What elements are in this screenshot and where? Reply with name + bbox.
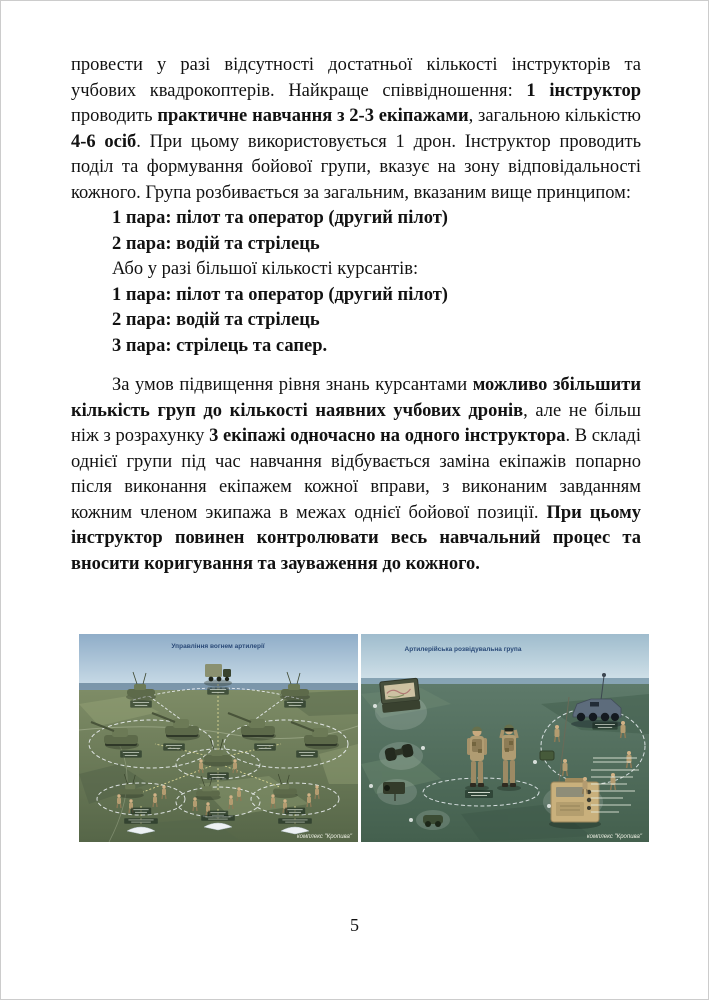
text-run: , але не більш ніж з розрахунку [71, 400, 641, 446]
text-run: , загальною кількістю [468, 106, 641, 126]
figure-right-title: Артилерійська розвідувальна група [404, 646, 522, 653]
list-item: 1 пара: пілот та оператор (другий пілот) [112, 284, 448, 305]
equipment-pouch-icon [540, 751, 554, 760]
text-run: провести у разі відсутності достатньої кількості інструкторів та учбових квадрокоптерів. Найкраще співвідношення: [71, 55, 641, 101]
text-run-bold: 4-6 осіб [71, 131, 137, 152]
text-run-bold: 3 екіпажі одночасно на одного інструктора [209, 426, 566, 446]
text-run: . В складі однієї групи під час навчання відбувається заміна екіпажів попарно після виконання екіпажем кожної вправи, з виконаним завданням кожним членом экипажа в межах однієї бойової позиції. [71, 426, 641, 523]
text-run: За умов підвищення рівня знань курсантами [112, 375, 473, 395]
crew-pairs-list [71, 206, 641, 359]
paragraph-2 [71, 373, 641, 577]
figure-left-image [79, 634, 358, 842]
text-run-bold: 1 інструктор [526, 80, 641, 101]
list-item: 2 пара: водій та стрілець [112, 233, 320, 254]
figure-right-image [361, 634, 649, 842]
paragraph-1 [71, 53, 641, 206]
figure-right [361, 634, 649, 843]
text-run: . При цьому використовується 1 дрон. Інструктор проводить поділ та формування бойової групи, вказує на зону відповідальності кожного. Група розбивається за загальним, вказаним вище принципом: [71, 131, 642, 203]
figure-left-title: Управління вогнем артилерії [171, 643, 265, 650]
body-text [71, 53, 641, 577]
text-run-bold: При цьому інструктор повинен контролювати весь навчальний процес та вносити коригування та зауваження до кожного. [71, 502, 642, 574]
figure-left [79, 634, 358, 843]
figure-left-watermark: комплекс "Кропива" [296, 834, 352, 840]
page-number: 5 [350, 915, 359, 935]
list-item: 2 пара: водій та стрілець [112, 310, 320, 330]
text-run-bold: можливо збільшити кількість груп до кількості наявних учбових дронів [71, 375, 641, 421]
figures-row [79, 634, 649, 843]
text-run-bold: практичне навчання з 2-3 екіпажами [157, 106, 469, 126]
list-item: 1 пара: пілот та оператор (другий пілот) [112, 208, 448, 228]
text-run: проводить [71, 106, 158, 126]
list-item: Або у разі більшої кількості курсантів: [112, 259, 419, 279]
list-item: 3 пара: стрілець та сапер. [112, 335, 328, 356]
paragraph-gap [71, 359, 641, 373]
figure-right-watermark: комплекс "Кропива" [586, 834, 642, 840]
rugged-laptop-icon [380, 678, 421, 713]
